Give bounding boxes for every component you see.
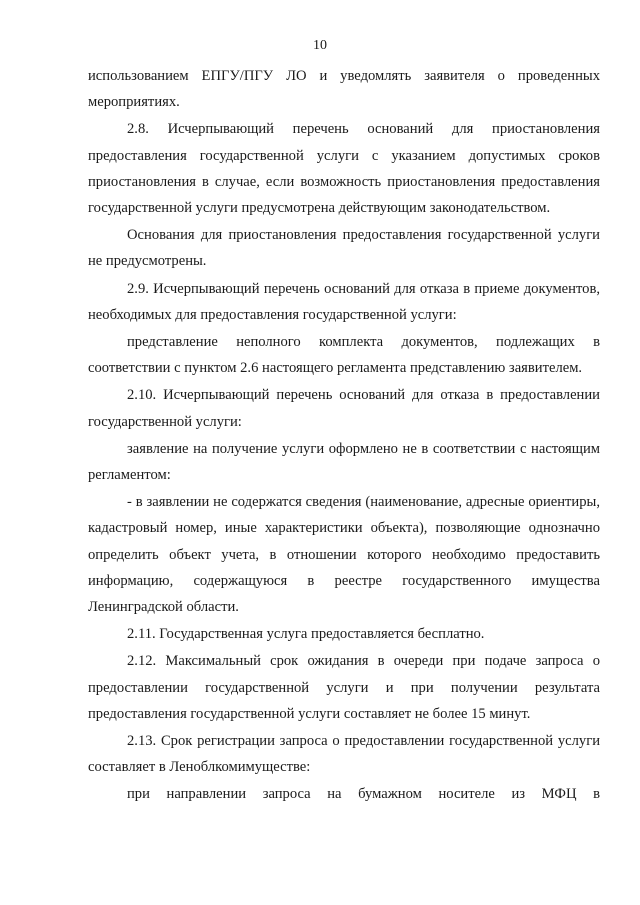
paragraph-incomplete-documents: представление неполного комплекта документов, подлежащих в соответствии с пунктом 2.6 настоящего регламента представлению заявителем. <box>88 334 600 377</box>
paragraph-2-12: 2.12. Максимальный срок ожидания в очереди при подаче запроса о предоставлении государственной услуги и при получении результата предоставления государственной услуги составляет не более 15 минут. <box>88 653 600 722</box>
paragraph-2-13: 2.13. Срок регистрации запроса о предоставлении государственной услуги составляет в Леноблкомимуществе: <box>88 733 600 776</box>
paragraph-continuation: использованием ЕПГУ/ПГУ ЛО и уведомлять заявителя о проведенных мероприятиях. <box>88 68 600 111</box>
paragraph-paper-request: при направлении запроса на бумажном носителе из МФЦ в <box>127 786 600 803</box>
paragraph-2-11: 2.11. Государственная услуга предоставляется бесплатно. <box>127 626 485 643</box>
paragraph-missing-info: - в заявлении не содержатся сведения (наименование, адресные ориентиры, кадастровый номер, иные характеристики объекта), позволяющие однозначно определить объект учета, в отношении которого необходимо предоставить информацию, содержащуюся в реестре государственного имущества Ленинградской области. <box>88 494 600 616</box>
paragraph-application-form: заявление на получение услуги оформлено не в соответствии с настоящим регламентом: <box>88 440 600 484</box>
page-number: 10 <box>313 38 327 53</box>
paragraph-2-8: 2.8. Исчерпывающий перечень оснований для приостановления предоставления государственной услуги с указанием допустимых сроков приостановления в случае, если возможность приостановления предоставления государственной услуги предусмотрена действующим законодательством. <box>88 121 600 217</box>
paragraph-suspension-grounds: Основания для приостановления предоставления государственной услуги не предусмотрены. <box>88 227 600 270</box>
paragraph-2-10: 2.10. Исчерпывающий перечень оснований для отказа в предоставлении государственной услуги: <box>88 387 600 430</box>
paragraph-2-9: 2.9. Исчерпывающий перечень оснований для отказа в приеме документов, необходимых для предоставления государственной услуги: <box>88 280 600 323</box>
document-body <box>88 63 600 809</box>
